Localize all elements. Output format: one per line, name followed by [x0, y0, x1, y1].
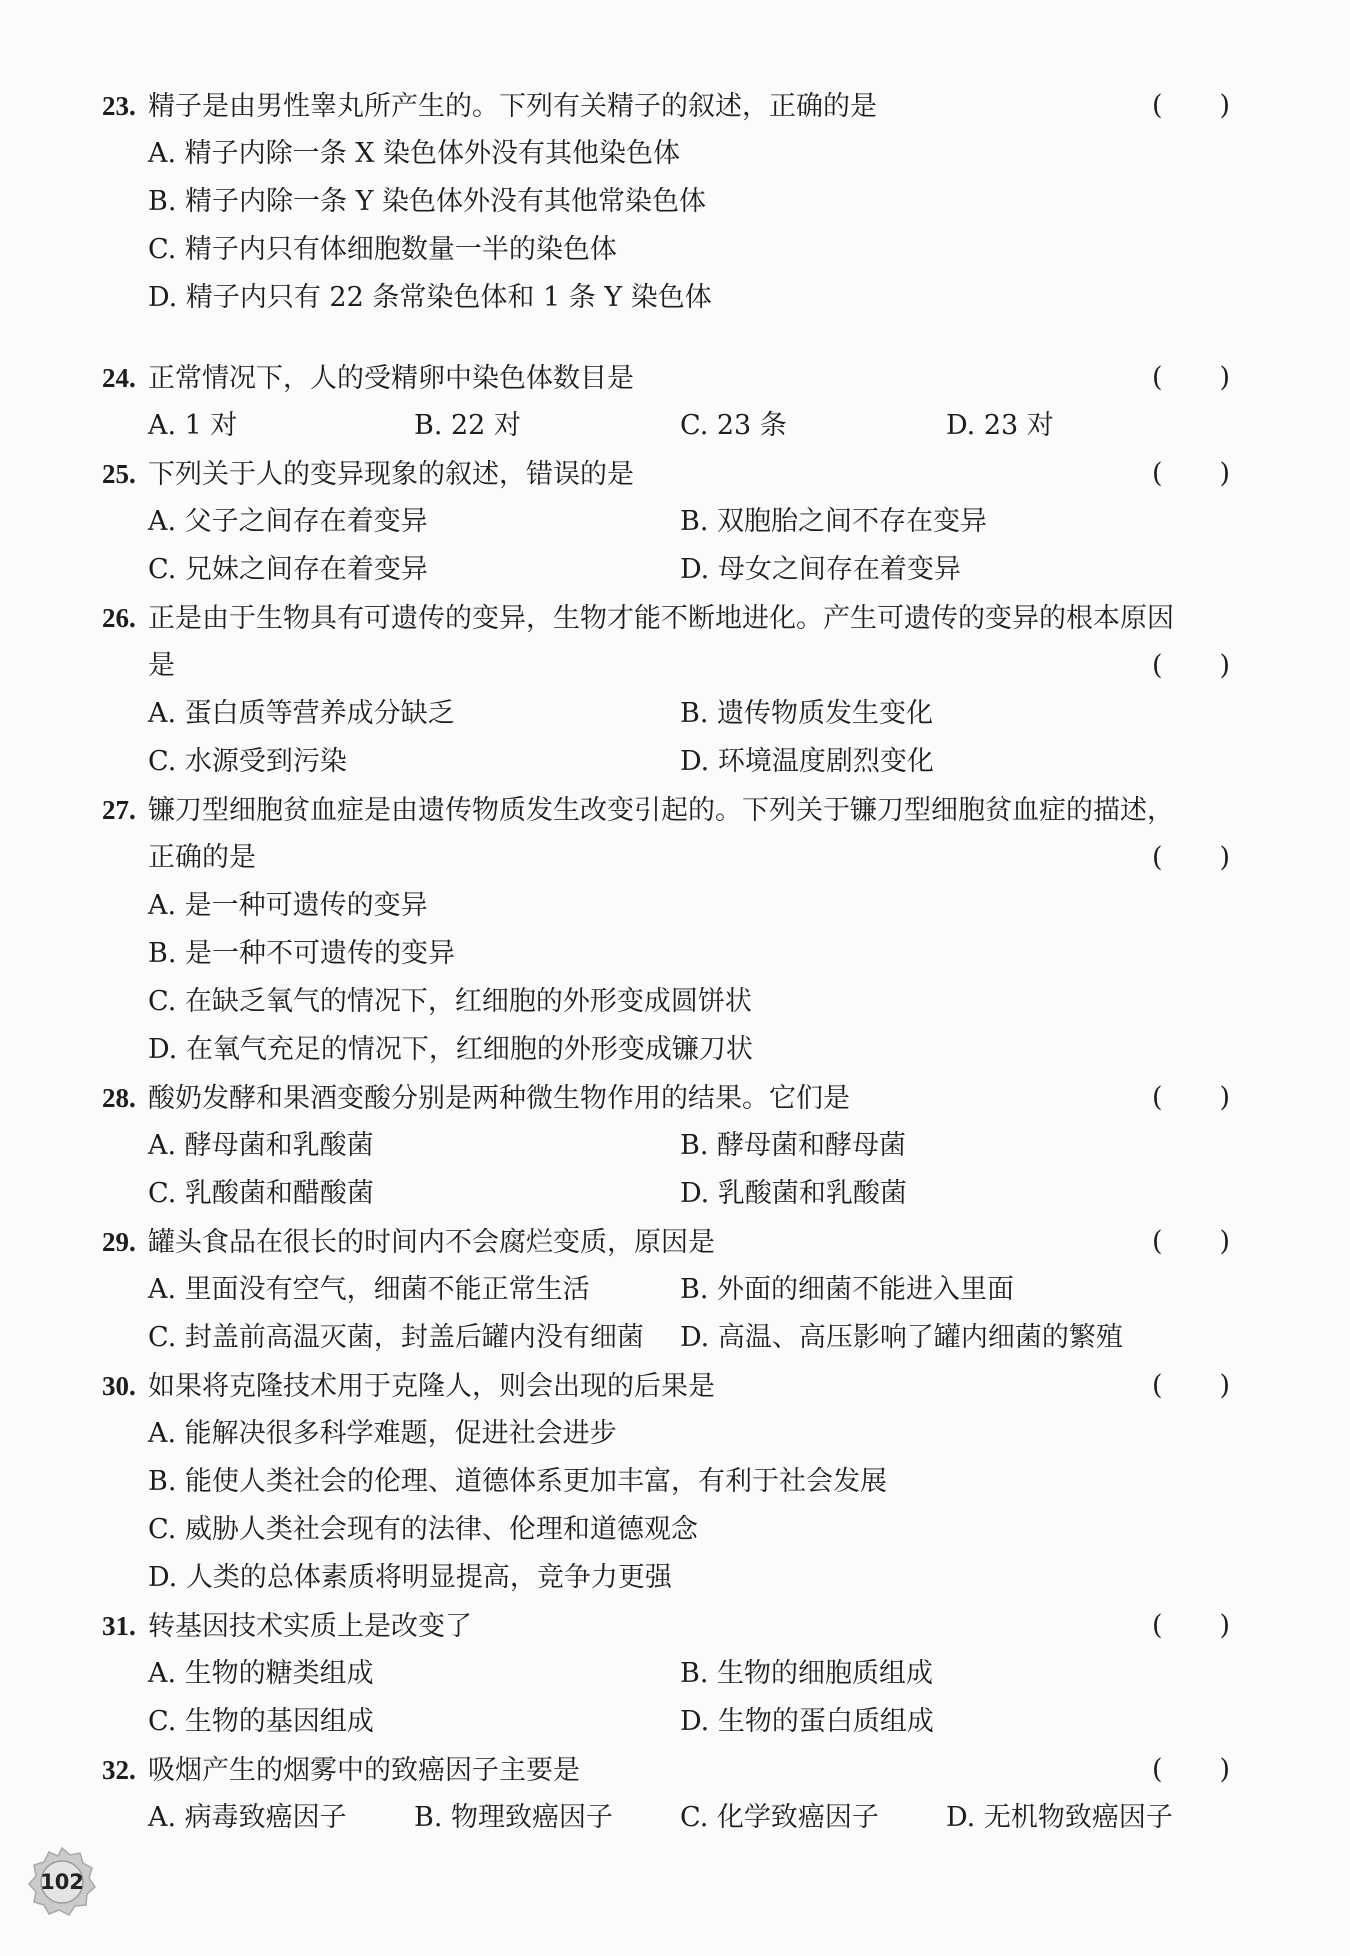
option-list [102, 882, 1252, 1074]
question-text: 如果将克隆技术用于克隆人，则会出现的后果是 [148, 1371, 715, 1402]
option-d: D. 人类的总体素质将明显提高，竞争力更强 [148, 1562, 672, 1593]
option-a: A. 1 对 [148, 410, 238, 441]
question-text: 正确的是 [148, 842, 256, 873]
answer-bracket: ( ) [1152, 362, 1230, 393]
option-list [102, 1650, 1252, 1746]
option-c: C. 在缺乏氧气的情况下，红细胞的外形变成圆饼状 [148, 986, 752, 1017]
option-b: B. 是一种不可遗传的变异 [148, 938, 456, 969]
question-23 [102, 82, 1252, 322]
option-list [102, 1266, 1252, 1362]
question-number: 31. [102, 1611, 136, 1641]
option-d: D. 环境温度剧烈变化 [680, 746, 934, 777]
question-number: 25. [102, 459, 136, 489]
question-stem [102, 1362, 1252, 1410]
question-32 [102, 1746, 1252, 1842]
option-c: C. 兄妹之间存在着变异 [148, 554, 428, 585]
option-b: B. 外面的细菌不能进入里面 [680, 1274, 1015, 1305]
question-stem [102, 1746, 1252, 1794]
question-number: 29. [102, 1227, 136, 1257]
option-list [102, 1794, 1252, 1842]
answer-bracket: ( ) [1152, 1370, 1230, 1401]
question-number: 30. [102, 1371, 136, 1401]
answer-bracket: ( ) [1152, 842, 1230, 873]
option-list [102, 1410, 1252, 1602]
option-list [102, 690, 1252, 786]
option-d: D. 乳酸菌和乳酸菌 [680, 1178, 907, 1209]
answer-bracket: ( ) [1152, 458, 1230, 489]
option-d: D. 在氧气充足的情况下，红细胞的外形变成镰刀状 [148, 1034, 753, 1065]
question-text: 下列关于人的变异现象的叙述，错误的是 [148, 459, 634, 490]
option-list [102, 1122, 1252, 1218]
question-text: 酸奶发酵和果酒变酸分别是两种微生物作用的结果。它们是 [148, 1083, 850, 1114]
answer-bracket: ( ) [1152, 1754, 1230, 1785]
question-stem [102, 82, 1252, 130]
question-text: 是 [148, 650, 175, 681]
option-c: C. 化学致癌因子 [680, 1802, 879, 1833]
option-b: B. 生物的细胞质组成 [680, 1658, 934, 1689]
option-a: A. 病毒致癌因子 [148, 1802, 347, 1833]
answer-bracket: ( ) [1152, 1082, 1230, 1113]
question-31 [102, 1602, 1252, 1746]
option-d: D. 生物的蛋白质组成 [680, 1706, 934, 1737]
question-stem [102, 786, 1252, 834]
question-stem [102, 1074, 1252, 1122]
question-stem [102, 354, 1252, 402]
answer-bracket: ( ) [1152, 1610, 1230, 1641]
question-stem [102, 594, 1252, 642]
question-28 [102, 1074, 1252, 1218]
question-stem [102, 1602, 1252, 1650]
question-25 [102, 450, 1252, 594]
option-c: C. 23 条 [680, 410, 787, 441]
question-text: 精子是由男性睾丸所产生的。下列有关精子的叙述，正确的是 [148, 91, 877, 122]
option-a: A. 里面没有空气，细菌不能正常生活 [148, 1274, 590, 1305]
option-c: C. 封盖前高温灭菌，封盖后罐内没有细菌 [148, 1322, 644, 1353]
option-b: B. 能使人类社会的伦理、道德体系更加丰富，有利于社会发展 [148, 1466, 888, 1497]
question-stem [102, 1218, 1252, 1266]
option-c: C. 乳酸菌和醋酸菌 [148, 1178, 374, 1209]
question-number: 24. [102, 363, 136, 393]
option-c: C. 水源受到污染 [148, 746, 347, 777]
question-text: 正常情况下，人的受精卵中染色体数目是 [148, 363, 634, 394]
option-a: A. 生物的糖类组成 [148, 1658, 374, 1689]
option-c: C. 精子内只有体细胞数量一半的染色体 [148, 234, 617, 265]
option-a: A. 是一种可遗传的变异 [148, 890, 428, 921]
question-number: 26. [102, 603, 136, 633]
question-27 [102, 786, 1252, 1074]
option-list [102, 130, 1252, 322]
option-a: A. 能解决很多科学难题，促进社会进步 [148, 1418, 617, 1449]
question-24 [102, 354, 1252, 450]
option-a: A. 蛋白质等营养成分缺乏 [148, 698, 455, 729]
option-b: B. 遗传物质发生变化 [680, 698, 934, 729]
option-b: B. 22 对 [414, 410, 521, 441]
option-a: A. 酵母菌和乳酸菌 [148, 1130, 374, 1161]
option-b: B. 物理致癌因子 [414, 1802, 614, 1833]
option-d: D. 无机物致癌因子 [946, 1802, 1173, 1833]
option-c: C. 威胁人类社会现有的法律、伦理和道德观念 [148, 1514, 698, 1545]
option-d: D. 高温、高压影响了罐内细菌的繁殖 [680, 1322, 1123, 1353]
question-stem-continued [102, 642, 1252, 690]
option-a: A. 父子之间存在着变异 [148, 506, 428, 537]
option-d: D. 母女之间存在着变异 [680, 554, 961, 585]
option-b: B. 精子内除一条 Y 染色体外没有其他常染色体 [148, 186, 706, 217]
page-number: 102 [40, 1870, 84, 1894]
option-b: B. 双胞胎之间不存在变异 [680, 506, 988, 537]
question-text: 镰刀型细胞贫血症是由遗传物质发生改变引起的。下列关于镰刀型细胞贫血症的描述， [148, 795, 1174, 826]
option-c: C. 生物的基因组成 [148, 1706, 374, 1737]
question-number: 27. [102, 795, 136, 825]
answer-bracket: ( ) [1152, 1226, 1230, 1257]
question-text: 罐头食品在很长的时间内不会腐烂变质，原因是 [148, 1227, 715, 1258]
answer-bracket: ( ) [1152, 650, 1230, 681]
option-d: D. 23 对 [946, 410, 1054, 441]
option-b: B. 酵母菌和酵母菌 [680, 1130, 907, 1161]
question-stem-continued [102, 834, 1252, 882]
option-a: A. 精子内除一条 X 染色体外没有其他染色体 [148, 138, 681, 169]
question-stem [102, 450, 1252, 498]
question-text: 正是由于生物具有可遗传的变异，生物才能不断地进化。产生可遗传的变异的根本原因 [148, 603, 1174, 634]
question-text: 吸烟产生的烟雾中的致癌因子主要是 [148, 1755, 580, 1786]
question-number: 28. [102, 1083, 136, 1113]
answer-bracket: ( ) [1152, 90, 1230, 121]
option-d: D. 精子内只有 22 条常染色体和 1 条 Y 染色体 [148, 282, 712, 313]
question-26 [102, 594, 1252, 786]
option-list [102, 498, 1252, 594]
question-30 [102, 1362, 1252, 1602]
question-number: 23. [102, 91, 136, 121]
question-number: 32. [102, 1755, 136, 1785]
question-text: 转基因技术实质上是改变了 [148, 1611, 472, 1642]
question-29 [102, 1218, 1252, 1362]
option-list [102, 402, 1252, 450]
